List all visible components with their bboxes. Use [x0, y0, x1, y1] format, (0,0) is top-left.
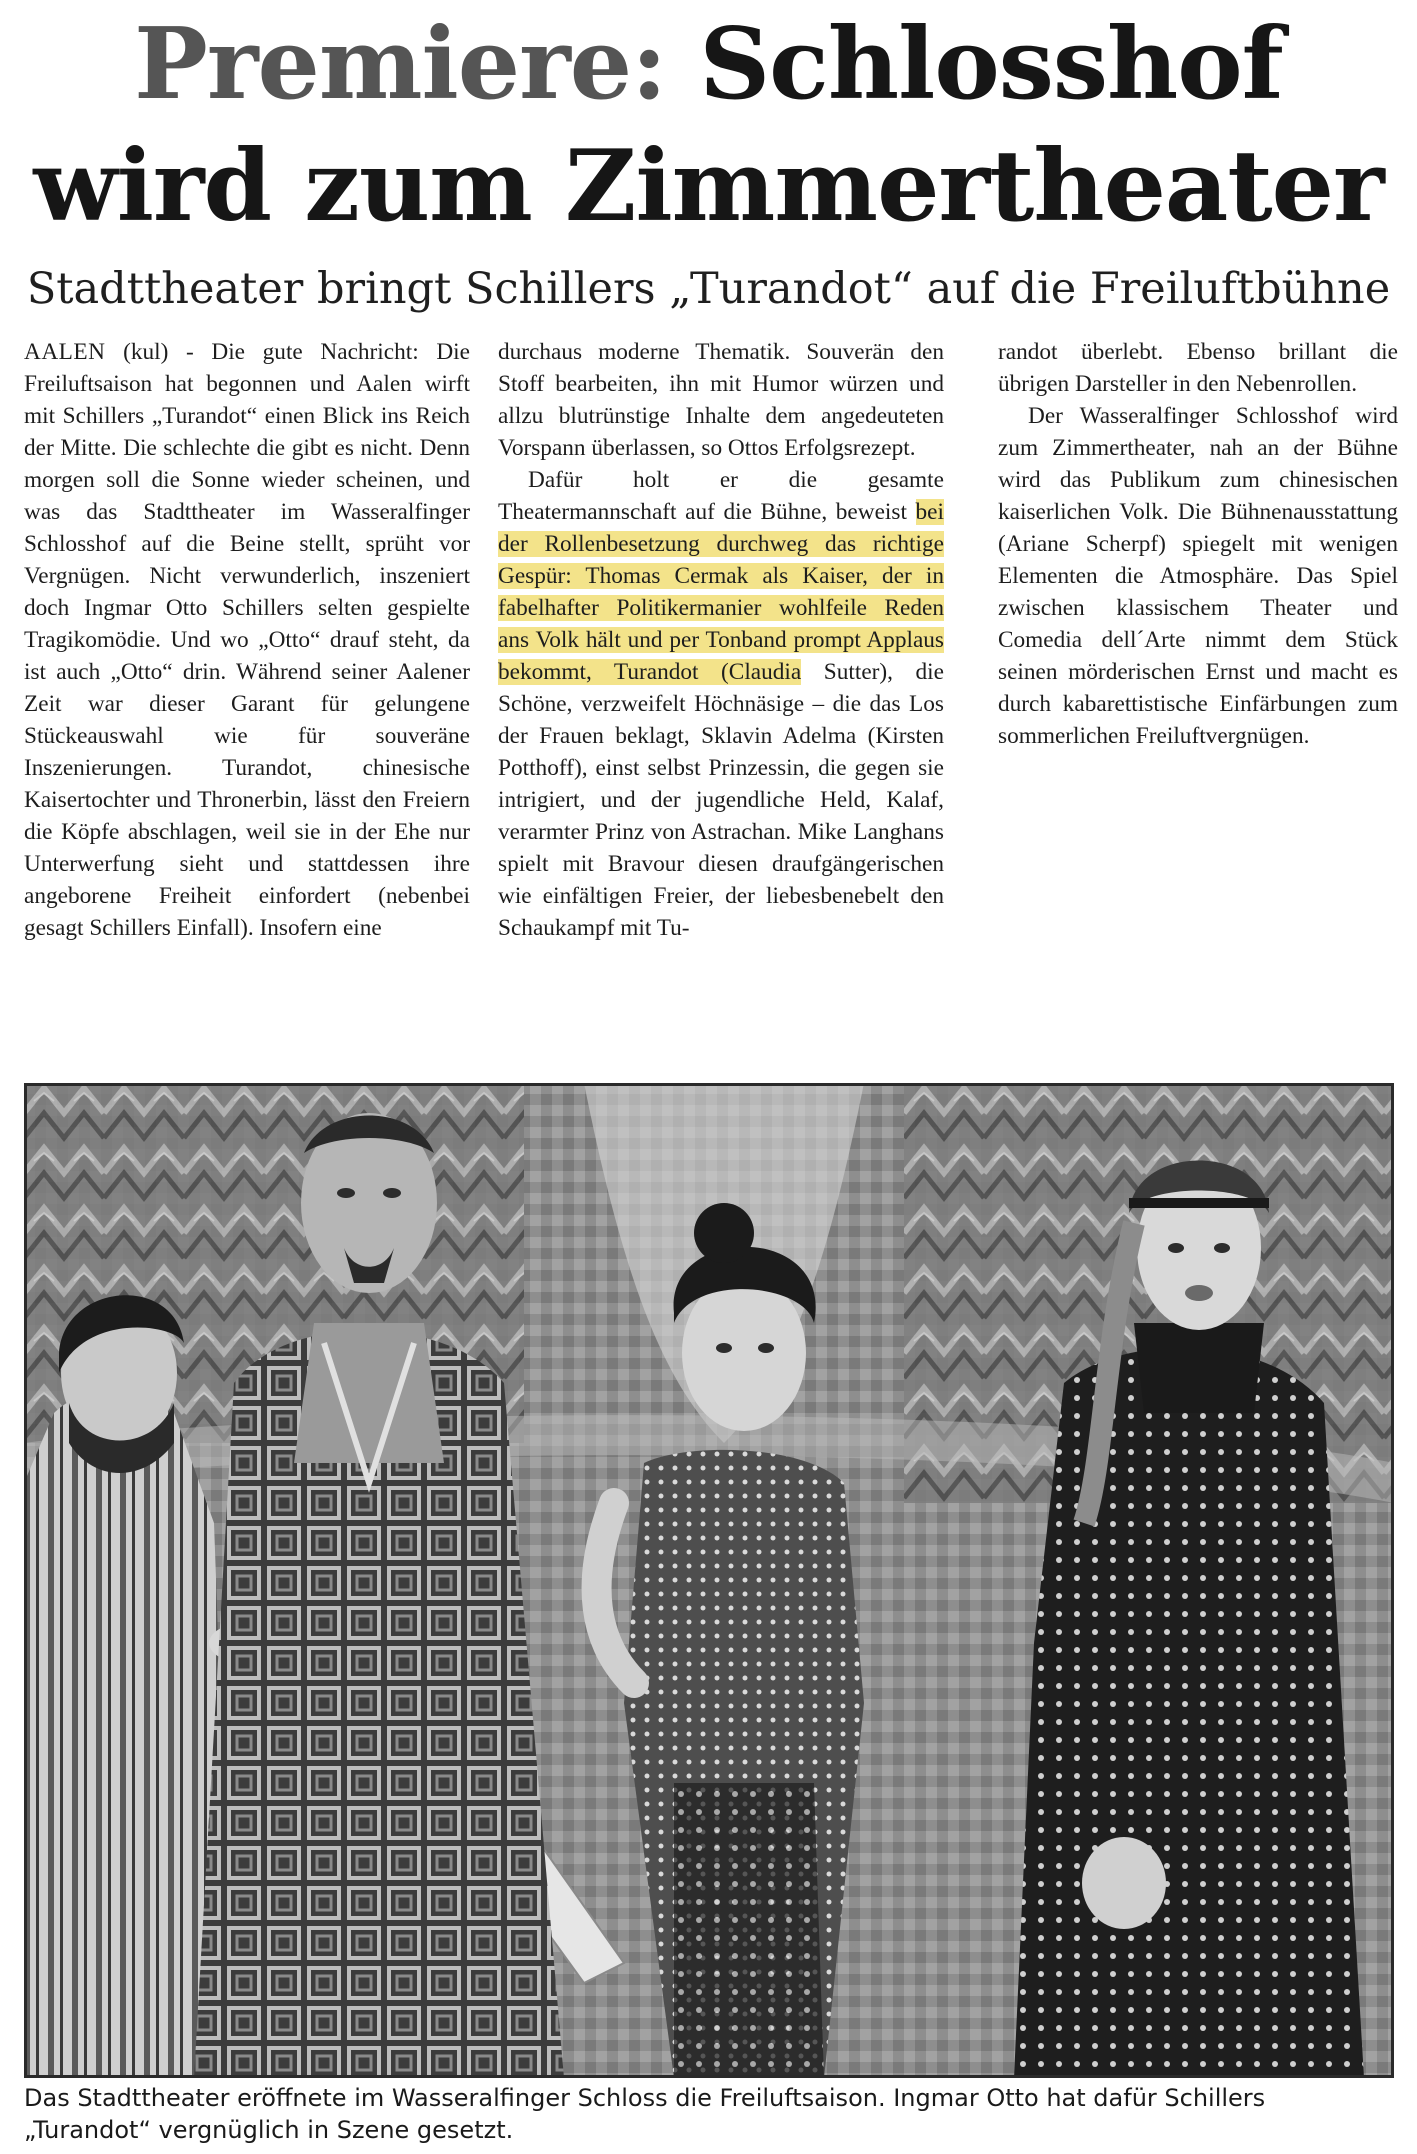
- column-1: [24, 336, 470, 944]
- stage-photo: [24, 1083, 1394, 2078]
- subheadline: Stadttheater bringt Schillers „Turandot“ auf die Freiluftbühne: [26, 264, 1391, 314]
- column-2: [498, 336, 944, 944]
- stage-photo-illustration: [24, 1083, 1394, 2078]
- headline-line-2: wird zum Zimmertheater: [33, 129, 1384, 244]
- dateline: AALEN: [24, 339, 106, 365]
- text-segment: Sutter), die Schöne, verzweifelt Höchnäsige – die das Los der Frauen beklagt, Sklavin Adelma (Kirsten Potthoff), einst selbst Prinzessin, die gegen sie intrigiert, und der jugendliche Held, Kalaf, verarmter Prinz von Astrachan. Mike Langhans spielt mit Bravour diesen draufgängerischen wie einfältigen Freier, der liebesbenebelt den Schaukampf mit Tu-: [498, 659, 944, 941]
- paragraph: durchaus moderne Thematik. Souverän den Stoff bearbeiten, ihn mit Humor würzen und allzu blutrünstige Inhalte dem angedeuteten Vorspann überlassen, so Ottos Erfolgsrezept.: [498, 339, 944, 461]
- text-segment: Dafür holt er die gesamte Theatermannschaft auf die Bühne, beweist: [498, 467, 944, 525]
- headline-line-1: [0, 4, 1417, 126]
- paragraph: randot überlebt. Ebenso brillant die übrigen Darsteller in den Nebenrollen.: [998, 339, 1398, 397]
- paragraph: [24, 336, 470, 944]
- headline: [0, 4, 1417, 248]
- article-body: [24, 336, 1398, 1076]
- headline-part-2: Schlosshof: [666, 7, 1283, 122]
- headline-part-1: Premiere:: [134, 7, 667, 122]
- paragraph: [498, 464, 944, 944]
- column-3: [998, 336, 1398, 752]
- photo-caption: Das Stadttheater eröffnete im Wasseralfinger Schloss die Freiluftsaison. Ingmar Otto hat dafür Schillers „Turandot“ vergnüglich in Szene gesetzt.: [24, 2084, 1266, 2144]
- lead-text: (kul) - Die gute Nachricht: Die Freiluftsaison hat begonnen und Aalen wirft mit Schillers „Turandot“ einen Blick ins Reich der Mitte. Die schlechte die gibt es nicht. Denn morgen soll die Sonne wieder scheinen, und was das Stadttheater im Wasseralfinger Schlosshof auf die Beine stellt, sprüht vor Vergnügen. Nicht verwunderlich, inszeniert doch Ingmar Otto Schillers selten gespielte Tragikomödie. Und wo „Otto“ drauf steht, da ist auch „Otto“ drin. Während seiner Aalener Zeit war dieser Garant für gelungene Stückeauswahl wie für souveräne Inszenierungen. Turandot, chinesische Kaisertochter und Thronerbin, lässt den Freiern die Köpfe abschlagen, weil sie in der Ehe nur Unterwerfung sieht und stattdessen ihre angeborene Freiheit einfordert (nebenbei gesagt Schillers Einfall). Insofern eine: [24, 339, 470, 941]
- paragraph: Der Wasseralfinger Schlosshof wird zum Zimmertheater, nah an der Bühne wird das Publikum zum chinesischen kaiserlichen Volk. Die Bühnenausstattung (Ariane Scherpf) spiegelt mit wenigen Elementen die Atmosphäre. Das Spiel zwischen klassischem Theater und Comedia dell´Arte nimmt dem Stück seinen mörderischen Ernst und macht es durch kabarettistische Einfärbungen zum sommerlichen Freiluftvergnügen.: [998, 403, 1398, 749]
- highlighted-text: bei der Rollenbesetzung durchweg das richtige Gespür: Thomas Cermak als Kaiser, der in fabelhafter Politikermanier wohlfeile Reden ans Volk hält und per Tonband prompt Applaus bekommt, Turandot (Claudia: [498, 499, 944, 685]
